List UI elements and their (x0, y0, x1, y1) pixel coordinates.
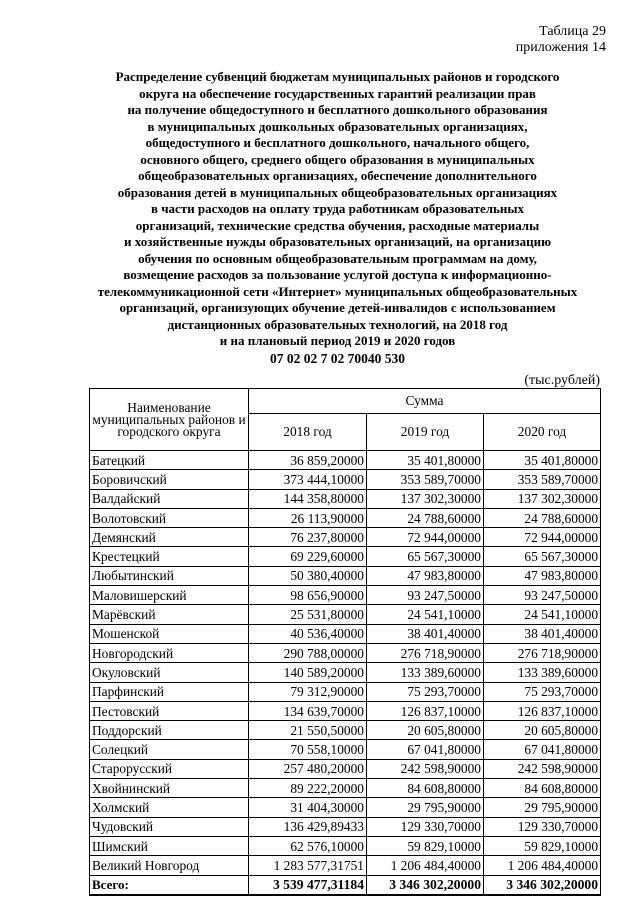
district-name: Чудовский (90, 817, 249, 836)
value-2020: 20 605,80000 (484, 721, 601, 740)
total-2019: 3 346 302,20000 (367, 875, 484, 895)
value-2018: 136 429,89433 (249, 817, 367, 836)
value-2020: 242 598,90000 (484, 759, 601, 778)
district-name: Маловишерский (90, 586, 249, 605)
title-line: Распределение субвенций бюджетам муниципальных районов и городского (115, 69, 560, 84)
value-2019: 24 541,10000 (367, 605, 484, 624)
title-line: возмещение расходов за пользование услугой доступа к информационно- (123, 267, 552, 282)
value-2018: 21 550,50000 (249, 721, 367, 740)
appendix-label: приложения 14 (515, 40, 606, 55)
value-2019: 129 330,70000 (367, 817, 484, 836)
table-row (90, 489, 601, 508)
table-row (90, 528, 601, 547)
district-name: Поддорский (90, 721, 249, 740)
value-2019: 38 401,40000 (367, 624, 484, 643)
value-2020: 24 788,60000 (484, 508, 601, 527)
table-row (90, 566, 601, 585)
table-row (90, 798, 601, 817)
value-2018: 26 113,90000 (249, 508, 367, 527)
value-2020: 353 589,70000 (484, 470, 601, 489)
value-2020: 38 401,40000 (484, 624, 601, 643)
total-label: Всего: (90, 875, 249, 895)
value-2019: 65 567,30000 (367, 547, 484, 566)
value-2018: 25 531,80000 (249, 605, 367, 624)
district-name: Хвойнинский (90, 779, 249, 798)
value-2020: 24 541,10000 (484, 605, 601, 624)
district-name: Пестовский (90, 701, 249, 720)
value-2020: 59 829,10000 (484, 836, 601, 855)
table-row (90, 740, 601, 759)
district-name: Марёвский (90, 605, 249, 624)
value-2020: 133 389,60000 (484, 663, 601, 682)
district-name: Крестецкий (90, 547, 249, 566)
column-header-2020: 2020 год (484, 414, 601, 451)
title-line: на получение общедоступного и бесплатного дошкольного образования (127, 102, 548, 117)
table-row (90, 779, 601, 798)
value-2020: 276 718,90000 (484, 643, 601, 662)
district-name: Мошенской (90, 624, 249, 643)
table-row (90, 547, 601, 566)
district-name: Великий Новгород (90, 856, 249, 875)
document-title (60, 69, 615, 350)
table-row (90, 721, 601, 740)
district-name: Валдайский (90, 489, 249, 508)
value-2020: 29 795,90000 (484, 798, 601, 817)
value-2019: 75 293,70000 (367, 682, 484, 701)
table-row (90, 508, 601, 527)
value-2020: 67 041,80000 (484, 740, 601, 759)
district-name: Любытинский (90, 566, 249, 585)
value-2020: 84 608,80000 (484, 779, 601, 798)
value-2020: 75 293,70000 (484, 682, 601, 701)
value-2018: 257 480,20000 (249, 759, 367, 778)
title-line: общеобразовательных организациях, обеспечение дополнительного (138, 168, 537, 183)
value-2018: 89 222,20000 (249, 779, 367, 798)
value-2020: 65 567,30000 (484, 547, 601, 566)
title-line: округа на обеспечение государственных гарантий реализации прав (139, 85, 536, 101)
value-2019: 137 302,30000 (367, 489, 484, 508)
district-name: Холмский (90, 798, 249, 817)
table-row (90, 643, 601, 662)
value-2019: 133 389,60000 (367, 663, 484, 682)
district-name: Старорусский (90, 759, 249, 778)
title-line: общедоступного и бесплатного дошкольного, начального общего, (145, 135, 530, 150)
table-row (90, 817, 601, 836)
district-name: Солецкий (90, 740, 249, 759)
column-header-2019: 2019 год (367, 414, 484, 451)
title-line: и на плановый период 2019 и 2020 годов (219, 333, 456, 348)
value-2019: 276 718,90000 (367, 643, 484, 662)
value-2018: 98 656,90000 (249, 586, 367, 605)
table-row (90, 682, 601, 701)
title-line: образования детей в муниципальных общеобразовательных организациях (117, 184, 558, 200)
value-2019: 67 041,80000 (367, 740, 484, 759)
value-2019: 24 788,60000 (367, 508, 484, 527)
total-2018: 3 539 477,31184 (249, 875, 367, 895)
value-2018: 36 859,20000 (249, 451, 367, 470)
title-line: и хозяйственные нужды образовательных организаций, на организацию (123, 234, 552, 249)
value-2020: 126 837,10000 (484, 701, 601, 720)
district-name: Батецкий (90, 451, 249, 470)
value-2018: 79 312,90000 (249, 682, 367, 701)
district-name: Окуловский (90, 663, 249, 682)
value-2019: 84 608,80000 (367, 779, 484, 798)
value-2019: 126 837,10000 (367, 701, 484, 720)
district-name: Боровичский (90, 470, 249, 489)
value-2018: 70 558,10000 (249, 740, 367, 759)
table-row (90, 663, 601, 682)
value-2019: 93 247,50000 (367, 586, 484, 605)
table-row (90, 836, 601, 855)
district-name: Парфинский (90, 682, 249, 701)
title-line: обучения по основным общеобразовательным программам на дому, (138, 250, 537, 266)
total-row (90, 875, 601, 895)
value-2019: 1 206 484,40000 (367, 856, 484, 875)
value-2018: 31 404,30000 (249, 798, 367, 817)
total-2020: 3 346 302,20000 (484, 875, 601, 895)
value-2018: 1 283 577,31751 (249, 856, 367, 875)
table-row (90, 759, 601, 778)
table-row (90, 470, 601, 489)
value-2018: 76 237,80000 (249, 528, 367, 547)
table-row (90, 451, 601, 470)
title-line: в муниципальных дошкольных образовательных организациях, (147, 118, 528, 134)
table-body (90, 451, 601, 876)
value-2019: 59 829,10000 (367, 836, 484, 855)
value-2020: 72 944,00000 (484, 528, 601, 547)
value-2018: 144 358,80000 (249, 489, 367, 508)
value-2020: 35 401,80000 (484, 451, 601, 470)
table-number: Таблица 29 (539, 24, 606, 39)
value-2019: 35 401,80000 (367, 451, 484, 470)
value-2020: 93 247,50000 (484, 586, 601, 605)
table-reference (516, 24, 606, 56)
title-line: в части расходов на оплату труда работникам образовательных (150, 201, 525, 216)
value-2020: 129 330,70000 (484, 817, 601, 836)
table-row (90, 701, 601, 720)
title-line: организаций, организующих обучение детей-инвалидов с использованием (119, 300, 556, 315)
value-2018: 62 576,10000 (249, 836, 367, 855)
table-row (90, 624, 601, 643)
title-line: телекоммуникационной сети «Интернет» муниципальных общеобразовательных (97, 283, 578, 299)
value-2019: 242 598,90000 (367, 759, 484, 778)
value-2019: 47 983,80000 (367, 566, 484, 585)
value-2019: 29 795,90000 (367, 798, 484, 817)
value-2018: 69 229,60000 (249, 547, 367, 566)
budget-code: 07 02 02 7 02 70040 530 (270, 351, 405, 366)
table-row (90, 856, 601, 875)
value-2018: 140 589,20000 (249, 663, 367, 682)
title-line: дистанционных образовательных технологий, на 2018 год (167, 316, 508, 332)
title-line: основного общего, среднего общего образования в муниципальных (140, 151, 535, 167)
district-name: Шимский (90, 836, 249, 855)
subvention-table (89, 388, 601, 896)
table-row (90, 605, 601, 624)
column-header-2018: 2018 год (249, 414, 367, 451)
district-name: Новгородский (90, 643, 249, 662)
district-name: Волотовский (90, 508, 249, 527)
value-2019: 353 589,70000 (367, 470, 484, 489)
unit-label: (тыс.рублей) (524, 373, 600, 388)
value-2018: 290 788,00000 (249, 643, 367, 662)
value-2018: 40 536,40000 (249, 624, 367, 643)
value-2020: 137 302,30000 (484, 489, 601, 508)
value-2018: 373 444,10000 (249, 470, 367, 489)
value-2020: 1 206 484,40000 (484, 856, 601, 875)
table-row (90, 586, 601, 605)
value-2019: 72 944,00000 (367, 528, 484, 547)
column-header-name: Наименование муниципальных районов и городского округа (90, 389, 249, 451)
column-header-sum: Сумма (249, 389, 601, 414)
district-name: Демянский (90, 528, 249, 547)
value-2019: 20 605,80000 (367, 721, 484, 740)
value-2020: 47 983,80000 (484, 566, 601, 585)
value-2018: 50 380,40000 (249, 566, 367, 585)
title-line: организаций, технические средства обучения, расходные материалы (135, 217, 540, 233)
value-2018: 134 639,70000 (249, 701, 367, 720)
